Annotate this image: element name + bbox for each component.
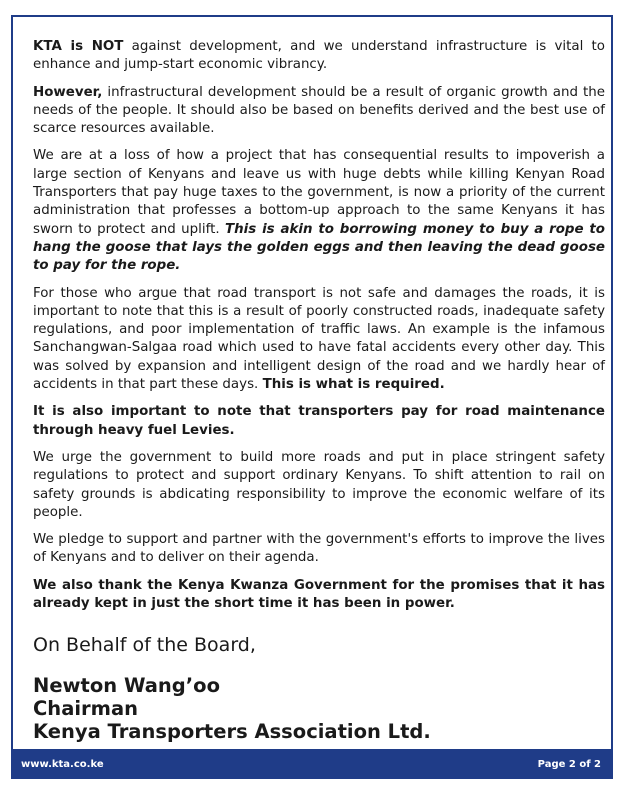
paragraph-3 [33,147,605,275]
paragraph-1-lead: KTA is NOT [33,39,124,54]
signature-block [33,674,431,743]
paragraph-6: We urge the government to build more roads and put in place stringent safety regulations to protect and support ordinary Kenyans. To shift attention to rail on safety grounds is abdicating responsibility to improve the economic welfare of its people. [33,449,605,520]
paragraph-1 [33,38,605,75]
paragraph-2 [33,84,605,139]
paragraph-4-emphasis: This is what is required. [262,377,445,393]
letter-body [33,38,605,622]
signatory-title: Chairman [33,697,139,720]
footer-page-number: Page 2 of 2 [537,758,601,770]
paragraph-4 [33,285,605,395]
paragraph-2-text: infrastructural development should be a result of organic growth and the needs of the people. It should also be based on benefits derived and the best use of scarce resources available. [33,84,605,137]
signatory-name: Newton Wang’oo [33,674,220,697]
footer-website: www.kta.co.ke [21,758,104,770]
footer-bar [11,749,613,779]
paragraph-3-emphasis: This is akin to borrowing money to buy a rope to hang the goose that lays the golden eggs and then leaving the dead goose to pay for the rope. [33,221,605,274]
paragraph-1-text: against development, and we understand infrastructure is vital to enhance and jump-start economic vibrancy. [33,39,605,73]
paragraph-2-lead: However, [33,84,103,100]
signature-intro: On Behalf of the Board, [33,634,256,656]
paragraph-4-text: For those who argue that road transport is not safe and damages the roads, it is important to note that this is a result of poorly constructed roads, inadequate safety regulations, and poor implementation of traffic laws. An example is the infamous Sanchangwan-Salgaa road which used to have fatal accidents every other day. This was solved by expansion and intelligent design of the road and we hardly hear of accidents in that part these days. [33,285,605,393]
paragraph-3-text: We are at a loss of how a project that has consequential results to impoverish a large section of Kenyans and leave us with huge debts while killing Kenyan Road Transporters that pay huge taxes to the government, is now a priority of the current administration that professes a bottom-up approach to the same Kenyans it has sworn to protect and uplift. [33,148,605,237]
signatory-organization: Kenya Transporters Association Ltd. [33,720,431,743]
paragraph-5: It is also important to note that transporters pay for road maintenance through heavy fuel Levies. [33,404,605,438]
paragraph-7: We pledge to support and partner with the government's efforts to improve the lives of Kenyans and to deliver on their agenda. [33,532,605,566]
paragraph-8: We also thank the Kenya Kwanza Government for the promises that it has already kept in just the short time it has been in power. [33,577,605,612]
